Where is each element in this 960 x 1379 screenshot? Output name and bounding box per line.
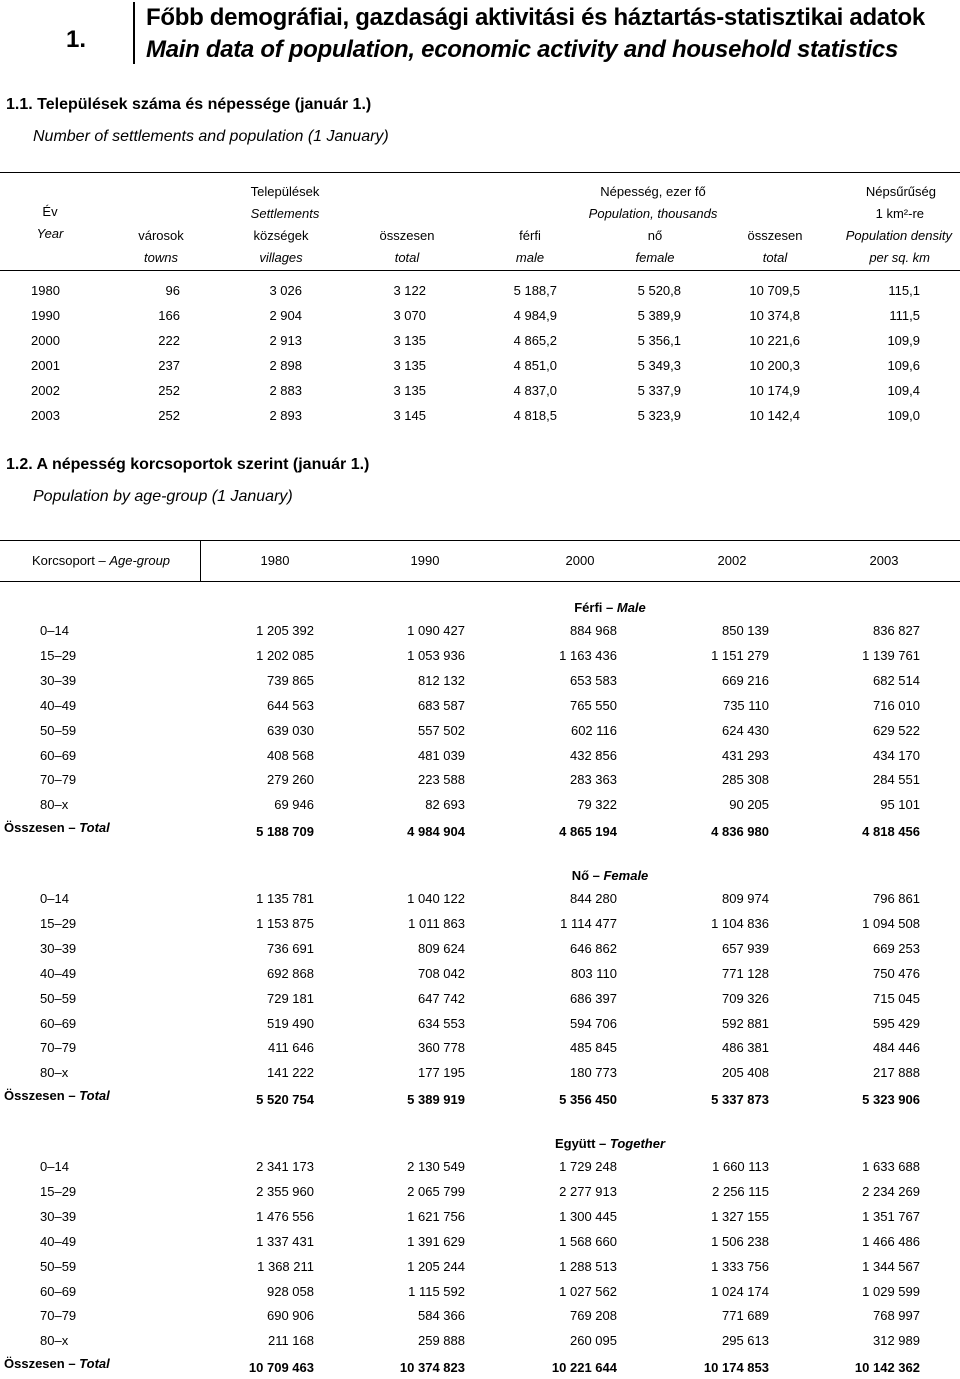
population-value-cell: 434 170 [873,747,920,763]
density-header-en2: per sq. km [869,250,930,265]
table1-value-cell: 4 984,9 [513,308,557,323]
population-value-cell: 739 865 [267,672,314,688]
table1-value-cell: 5 188,7 [513,283,557,298]
population-value-cell: 141 222 [267,1065,314,1081]
population-value-cell: 283 363 [570,772,617,788]
agegroup-cell: 70–79 [40,772,77,788]
total-label-en: Total [79,1088,110,1103]
year-col-2003: 2003 [869,553,899,568]
population-value-cell: 1 633 688 [862,1159,920,1174]
population-header-en: Population, thousands [588,206,718,221]
table1-top-rule [0,172,960,173]
population-value-cell: 1 115 592 [408,1283,465,1299]
table1-value-cell: 10 200,3 [749,358,800,373]
pop-total-header-en: total [762,250,788,265]
table1-value-cell: 4 865,2 [513,333,557,348]
year-col-2000: 2000 [565,553,595,568]
population-value-cell: 1 506 238 [711,1233,769,1249]
population-value-cell: 2 355 960 [256,1183,314,1199]
population-value-cell: 1 135 781 [256,891,314,906]
population-value-cell: 177 195 [418,1065,465,1081]
total-value-cell: 5 389 919 [407,1092,465,1107]
table1-value-cell: 4 851,0 [513,358,557,373]
agegroup-cell: 50–59 [40,990,77,1006]
table1-year-cell: 1980 [31,283,60,298]
agegroup-cell: 50–59 [40,722,77,738]
total-value-cell: 5 188 709 [256,824,314,839]
section-label-en: Female [603,868,649,883]
table1-value-cell: 3 135 [393,358,426,373]
population-value-cell: 1 660 113 [712,1159,769,1174]
population-value-cell: 1 333 756 [711,1258,769,1274]
population-value-cell: 1 466 486 [862,1233,920,1249]
year-col-2002: 2002 [717,553,747,568]
table1-year-cell: 2003 [31,408,60,423]
agegroup-cell: 60–69 [40,1283,77,1299]
table1-value-cell: 2 893 [269,408,302,423]
population-value-cell: 850 139 [722,623,769,638]
population-value-cell: 2 130 549 [407,1159,465,1174]
total-label-hu: Összesen – [4,1088,76,1103]
villages-header-en: villages [259,250,303,265]
population-value-cell: 768 997 [873,1308,920,1324]
population-value-cell: 634 553 [418,1015,465,1031]
agegroup-cell: 15–29 [40,1183,77,1199]
total-value-cell: 5 323 906 [862,1092,920,1107]
agegroup-cell: 0–14 [40,1159,69,1174]
year-header-hu: Év [42,204,58,219]
agegroup-cell: 80–x [40,797,69,813]
agegroup-header-hu: Korcsoport – [32,553,106,568]
section-label [400,1136,820,1151]
population-value-cell: 1 139 761 [862,647,920,663]
table1-value-cell: 5 520,8 [637,283,681,298]
settl-total-header-en: total [394,250,420,265]
population-value-cell: 95 101 [880,797,920,813]
population-value-cell: 657 939 [722,940,769,956]
population-value-cell: 1 476 556 [256,1208,314,1224]
population-value-cell: 82 693 [425,797,465,813]
table1-value-cell: 5 337,9 [637,383,681,398]
total-value-cell: 4 836 980 [711,824,769,839]
table1-value-cell: 5 349,3 [637,358,681,373]
population-value-cell: 639 030 [267,722,314,738]
population-value-cell: 1 029 599 [862,1283,920,1299]
population-value-cell: 1 337 431 [256,1233,314,1249]
table1-value-cell: 2 898 [269,358,302,373]
table1-year-cell: 2000 [31,333,60,348]
total-label [4,1088,134,1103]
total-value-cell: 10 174 853 [703,1360,769,1375]
population-value-cell: 683 587 [418,697,465,713]
section-label [400,868,820,883]
population-value-cell: 205 408 [722,1065,769,1081]
table1-value-cell: 2 904 [269,308,302,323]
agegroup-cell: 70–79 [40,1040,77,1056]
table1-value-cell: 3 070 [393,308,426,323]
agegroup-header [32,553,170,568]
population-value-cell: 803 110 [570,965,617,981]
population-value-cell: 690 906 [267,1308,314,1324]
population-value-cell: 884 968 [570,623,617,638]
table1-value-cell: 109,6 [887,358,920,373]
population-value-cell: 708 042 [418,965,465,981]
total-label-en: Total [79,820,110,835]
table1-value-cell: 3 122 [393,283,426,298]
population-value-cell: 736 691 [267,940,314,956]
population-value-cell: 1 300 445 [559,1208,617,1224]
total-value-cell: 4 818 456 [862,824,920,839]
population-value-cell: 928 058 [267,1283,314,1299]
total-value-cell: 10 709 463 [248,1360,314,1375]
population-value-cell: 285 308 [722,772,769,788]
table1-value-cell: 3 135 [393,333,426,348]
population-value-cell: 1 351 767 [862,1208,920,1224]
table1-value-cell: 5 323,9 [637,408,681,423]
population-value-cell: 595 429 [873,1015,920,1031]
settl-total-header-hu: összesen [379,228,435,243]
table1-year-cell: 1990 [31,308,60,323]
population-value-cell: 223 588 [418,772,465,788]
population-value-cell: 360 778 [418,1040,465,1056]
agegroup-cell: 30–39 [40,940,77,956]
pop-total-header-hu: összesen [747,228,803,243]
table2-top-rule [0,540,960,541]
population-value-cell: 771 128 [722,965,769,981]
table1-year-cell: 2001 [31,358,60,373]
population-value-cell: 771 689 [722,1308,769,1324]
population-value-cell: 486 381 [722,1040,769,1056]
section-label-en: Male [616,600,646,615]
population-value-cell: 557 502 [418,722,465,738]
female-header-hu: nő [647,228,663,243]
population-value-cell: 432 856 [570,747,617,763]
population-value-cell: 735 110 [722,697,769,713]
population-value-cell: 809 624 [418,940,465,956]
table2-title-en: Population by age-group (1 January) [33,488,293,505]
population-value-cell: 1 163 436 [559,647,617,663]
settlements-header-hu: Települések [250,184,320,199]
agegroup-cell: 15–29 [40,915,77,931]
population-value-cell: 1 104 836 [711,915,769,931]
table1-title-hu: 1.1. Települések száma és népessége (január 1.) [6,96,372,113]
population-value-cell: 260 095 [570,1333,617,1349]
year-col-1990: 1990 [410,553,440,568]
population-value-cell: 1 011 863 [408,915,465,931]
agegroup-cell: 15–29 [40,647,77,663]
table1-value-cell: 3 145 [393,408,426,423]
table1-value-cell: 4 837,0 [513,383,557,398]
agegroup-cell: 50–59 [40,1258,77,1274]
population-value-cell: 692 868 [267,965,314,981]
villages-header-hu: községek [253,228,309,243]
population-value-cell: 1 729 248 [559,1159,617,1174]
population-value-cell: 295 613 [722,1333,769,1349]
table1-value-cell: 252 [158,383,180,398]
population-value-cell: 796 861 [873,891,920,906]
section-label [400,600,820,615]
table1-value-cell: 10 221,6 [749,333,800,348]
population-value-cell: 682 514 [873,672,920,688]
population-value-cell: 584 366 [418,1308,465,1324]
population-value-cell: 669 216 [722,672,769,688]
population-value-cell: 1 114 477 [560,915,617,931]
population-value-cell: 2 341 173 [256,1159,314,1174]
agegroup-cell: 30–39 [40,672,77,688]
population-value-cell: 411 646 [267,1040,314,1056]
section-label-hu: Nő – [571,868,600,883]
female-header-en: female [635,250,675,265]
male-header-hu: férfi [519,228,541,243]
table1-value-cell: 10 142,4 [749,408,800,423]
table1-value-cell: 2 883 [269,383,302,398]
table1-year-cell: 2002 [31,383,60,398]
agegroup-cell: 40–49 [40,697,77,713]
male-header-en: male [515,250,545,265]
chapter-number: 1. [66,26,87,53]
total-value-cell: 5 356 450 [559,1092,617,1107]
agegroup-cell: 0–14 [40,623,69,638]
population-value-cell: 259 888 [418,1333,465,1349]
table1-value-cell: 10 709,5 [749,283,800,298]
total-label-en: Total [79,1356,110,1371]
population-value-cell: 180 773 [570,1065,617,1081]
population-value-cell: 217 888 [873,1065,920,1081]
population-value-cell: 1 202 085 [256,647,314,663]
agegroup-cell: 0–14 [40,891,69,906]
population-value-cell: 646 862 [570,940,617,956]
table1-value-cell: 10 174,9 [749,383,800,398]
population-value-cell: 1 053 936 [407,647,465,663]
population-value-cell: 408 568 [267,747,314,763]
population-value-cell: 1 094 508 [862,915,920,931]
agegroup-cell: 40–49 [40,965,77,981]
table1-value-cell: 109,0 [887,408,920,423]
total-label [4,820,134,835]
density-header-unit: 1 km²-re [875,206,924,221]
population-value-cell: 729 181 [267,990,314,1006]
population-value-cell: 1 368 211 [257,1258,314,1274]
table1-value-cell: 3 026 [269,283,302,298]
population-value-cell: 1 391 629 [407,1233,465,1249]
settlements-header-en: Settlements [250,206,320,221]
population-value-cell: 1 344 567 [862,1258,920,1274]
population-value-cell: 647 742 [418,990,465,1006]
table1-value-cell: 109,9 [887,333,920,348]
population-value-cell: 1 288 513 [559,1258,617,1274]
section-label-hu: Férfi – [574,600,614,615]
table1-title-en: Number of settlements and population (1 January) [33,128,389,145]
population-value-cell: 836 827 [873,623,920,638]
total-value-cell: 4 865 194 [559,824,617,839]
table1-value-cell: 222 [158,333,180,348]
table1-value-cell: 109,4 [887,383,920,398]
year-header-en: Year [36,226,64,241]
table1-value-cell: 166 [158,308,180,323]
population-value-cell: 602 116 [570,722,617,738]
chapter-divider [133,2,135,64]
agegroup-cell: 70–79 [40,1308,77,1324]
population-value-cell: 2 256 115 [712,1183,769,1199]
population-value-cell: 629 522 [873,722,920,738]
population-value-cell: 90 205 [729,797,769,813]
population-value-cell: 844 280 [570,891,617,906]
population-value-cell: 481 039 [418,747,465,763]
table2-title-hu: 1.2. A népesség korcsoportok szerint (január 1.) [6,456,370,473]
population-value-cell: 809 974 [722,891,769,906]
table1-value-cell: 4 818,5 [513,408,557,423]
table1-value-cell: 111,5 [889,308,920,323]
total-value-cell: 5 520 754 [256,1092,314,1107]
table2-col-divider [200,540,201,582]
population-value-cell: 1 205 244 [407,1258,465,1274]
population-value-cell: 716 010 [873,697,920,713]
population-value-cell: 769 208 [570,1308,617,1324]
table1-value-cell: 3 135 [393,383,426,398]
table1-value-cell: 252 [158,408,180,423]
population-value-cell: 211 168 [267,1333,314,1349]
towns-header-hu: városok [138,228,184,243]
population-value-cell: 79 322 [577,797,617,813]
towns-header-en: towns [144,250,178,265]
year-col-1980: 1980 [260,553,290,568]
table1-value-cell: 2 913 [269,333,302,348]
population-header-hu: Népesség, ezer fő [600,184,706,199]
agegroup-header-en: Age-group [109,553,171,568]
population-value-cell: 284 551 [873,772,920,788]
chapter-title-hu: Főbb demográfiai, gazdasági aktivitási és háztartás-statisztikai adatok [146,4,925,31]
population-value-cell: 1 205 392 [256,623,314,638]
population-value-cell: 1 568 660 [559,1233,617,1249]
population-value-cell: 812 132 [418,672,465,688]
population-value-cell: 519 490 [267,1015,314,1031]
population-value-cell: 592 881 [722,1015,769,1031]
population-value-cell: 1 090 427 [407,623,465,638]
population-value-cell: 750 476 [873,965,920,981]
population-value-cell: 653 583 [570,672,617,688]
total-value-cell: 4 984 904 [407,824,465,839]
total-label-hu: Összesen – [4,1356,76,1371]
total-value-cell: 5 337 873 [711,1092,769,1107]
population-value-cell: 484 446 [873,1040,920,1056]
table1-value-cell: 5 356,1 [637,333,681,348]
density-header-hu: Népsűrűség [865,184,936,199]
population-value-cell: 1 027 562 [559,1283,617,1299]
agegroup-cell: 80–x [40,1333,69,1349]
table1-header-rule [0,270,960,271]
population-value-cell: 765 550 [570,697,617,713]
population-value-cell: 2 065 799 [407,1183,465,1199]
total-label-hu: Összesen – [4,820,76,835]
population-value-cell: 709 326 [722,990,769,1006]
population-value-cell: 644 563 [267,697,314,713]
population-value-cell: 1 151 279 [711,647,769,663]
table1-value-cell: 237 [158,358,180,373]
population-value-cell: 1 040 122 [407,891,465,906]
agegroup-cell: 40–49 [40,1233,77,1249]
agegroup-cell: 60–69 [40,1015,77,1031]
population-value-cell: 1 153 875 [256,915,314,931]
population-value-cell: 2 234 269 [862,1183,920,1199]
table2-header-rule [0,581,960,582]
population-value-cell: 1 024 174 [711,1283,769,1299]
population-value-cell: 624 430 [722,722,769,738]
population-value-cell: 312 989 [873,1333,920,1349]
population-value-cell: 431 293 [722,747,769,763]
table1-value-cell: 115,1 [888,283,920,298]
population-value-cell: 2 277 913 [559,1183,617,1199]
chapter-title-en: Main data of population, economic activity and household statistics [146,36,899,63]
table1-value-cell: 96 [165,283,180,298]
population-value-cell: 715 045 [873,990,920,1006]
total-label [4,1356,134,1371]
population-value-cell: 69 946 [274,797,314,813]
total-value-cell: 10 221 644 [551,1360,617,1375]
total-value-cell: 10 142 362 [854,1360,920,1375]
population-value-cell: 1 621 756 [407,1208,465,1224]
total-value-cell: 10 374 823 [399,1360,465,1375]
population-value-cell: 279 260 [267,772,314,788]
section-label-en: Together [609,1136,666,1151]
population-value-cell: 686 397 [570,990,617,1006]
population-value-cell: 485 845 [570,1040,617,1056]
section-label-hu: Együtt – [554,1136,607,1151]
population-value-cell: 594 706 [570,1015,617,1031]
table1-value-cell: 5 389,9 [637,308,681,323]
agegroup-cell: 80–x [40,1065,69,1081]
agegroup-cell: 30–39 [40,1208,77,1224]
table1-value-cell: 10 374,8 [749,308,800,323]
population-value-cell: 669 253 [873,940,920,956]
agegroup-cell: 60–69 [40,747,77,763]
density-header-en: Population density [845,228,952,243]
population-value-cell: 1 327 155 [711,1208,769,1224]
